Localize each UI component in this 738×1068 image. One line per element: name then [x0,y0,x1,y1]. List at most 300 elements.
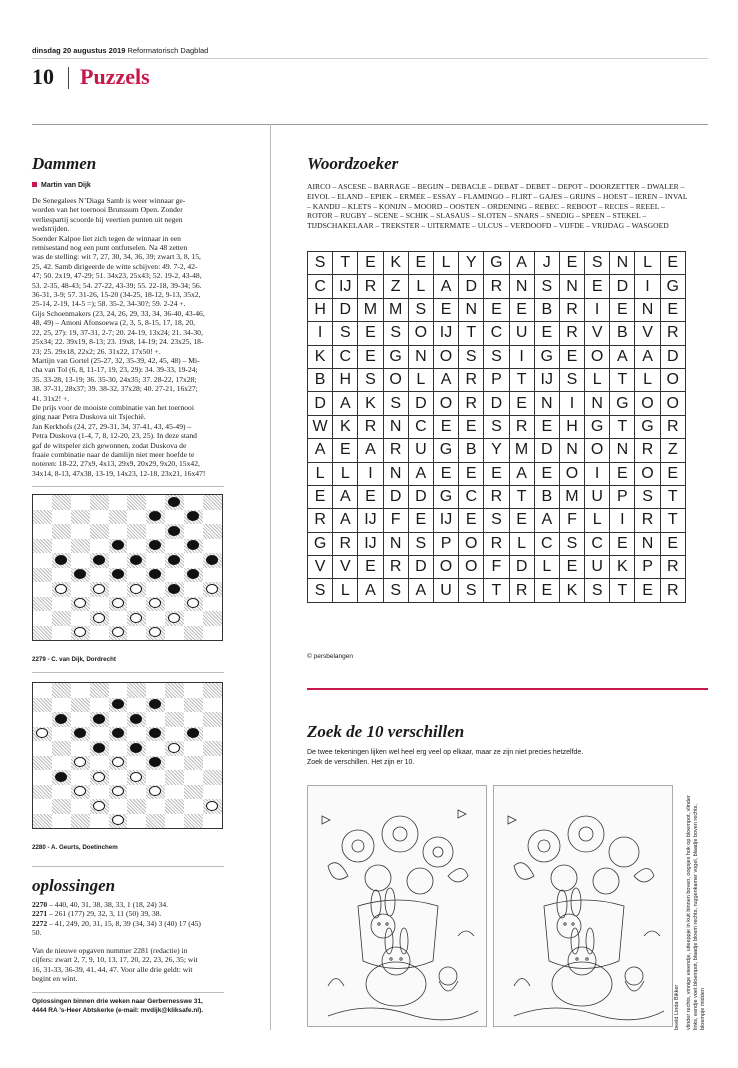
grid-cell[interactable]: R [509,415,534,438]
grid-cell[interactable]: R [484,532,509,555]
grid-cell[interactable]: E [509,392,534,415]
grid-cell[interactable]: E [459,462,484,485]
grid-cell[interactable]: E [559,252,584,275]
grid-cell[interactable]: G [534,345,559,368]
oplossingen-title: oplossingen [32,876,116,895]
grid-cell[interactable]: R [358,415,383,438]
white-piece [206,801,218,811]
grid-cell[interactable]: U [509,322,534,345]
black-piece [187,728,199,738]
grid-cell[interactable]: N [610,252,635,275]
grid-cell[interactable]: K [358,392,383,415]
drawing-right[interactable] [493,785,673,1027]
grid-cell[interactable]: A [534,509,559,532]
board-square [109,741,128,756]
board-square [127,770,146,785]
grid-cell[interactable]: D [333,298,358,321]
grid-cell[interactable]: A [333,509,358,532]
board-square [71,582,90,597]
grid-cell[interactable]: T [610,415,635,438]
board-square [146,756,165,771]
grid-cell[interactable]: V [308,556,333,579]
grid-cell[interactable]: H [559,415,584,438]
grid-cell[interactable]: U [433,579,458,602]
page-date: dinsdag 20 augustus 2019 Reformatorisch Dagblad [32,46,209,55]
grid-cell[interactable]: R [559,298,584,321]
grid-cell[interactable]: T [459,322,484,345]
grid-cell[interactable]: O [433,392,458,415]
grid-cell[interactable]: F [559,509,584,532]
grid-cell[interactable]: D [484,392,509,415]
grid-cell[interactable]: G [383,345,408,368]
grid-cell[interactable]: S [635,485,660,508]
grid-cell[interactable]: C [484,322,509,345]
grid-cell[interactable]: L [585,368,610,391]
grid-cell[interactable]: D [610,275,635,298]
grid-cell[interactable]: R [660,322,685,345]
grid-cell[interactable]: O [585,345,610,368]
grid-cell[interactable]: O [383,368,408,391]
grid-cell[interactable]: B [308,368,333,391]
board-square [146,597,165,612]
grid-cell[interactable]: E [559,556,584,579]
grid-cell[interactable]: T [509,368,534,391]
grid-cell[interactable]: T [509,485,534,508]
grid-cell[interactable]: R [383,556,408,579]
grid-cell[interactable]: I [585,462,610,485]
grid-cell[interactable]: P [433,532,458,555]
grid-cell[interactable]: R [660,415,685,438]
grid-cell[interactable]: P [635,556,660,579]
grid-cell[interactable]: L [333,462,358,485]
grid-cell[interactable]: M [358,298,383,321]
grid-cell[interactable]: L [408,368,433,391]
grid-cell[interactable]: E [308,485,333,508]
grid-cell[interactable]: V [635,322,660,345]
grid-cell[interactable]: E [559,345,584,368]
grid-cell[interactable]: G [610,392,635,415]
grid-cell[interactable]: E [534,322,559,345]
grid-cell[interactable]: E [333,439,358,462]
grid-cell[interactable]: O [433,345,458,368]
grid-cell[interactable]: P [484,368,509,391]
grid-cell[interactable]: E [408,252,433,275]
grid-cell[interactable]: E [408,509,433,532]
body-line: De Senegalees N’Diaga Samb is weer winnaar ge- [32,196,186,205]
grid-cell[interactable]: R [308,509,333,532]
board-square [203,495,222,510]
grid-cell[interactable]: S [383,322,408,345]
grid-cell[interactable]: D [534,439,559,462]
grid-cell[interactable]: T [660,485,685,508]
grid-cell[interactable]: S [559,532,584,555]
board-square [203,770,222,785]
grid-cell[interactable]: A [358,439,383,462]
grid-cell[interactable]: E [660,252,685,275]
grid-cell[interactable]: V [333,556,358,579]
grid-cell[interactable]: S [559,368,584,391]
grid-cell[interactable]: I [610,509,635,532]
grid-cell[interactable]: B [534,298,559,321]
grid-cell[interactable]: IJ [358,509,383,532]
board-square [165,727,184,742]
grid-cell[interactable]: S [459,579,484,602]
grid-cell[interactable]: O [559,462,584,485]
board-square [184,568,203,583]
grid-cell[interactable]: A [635,345,660,368]
board-square [71,712,90,727]
grid-cell[interactable]: G [433,485,458,508]
grid-cell[interactable]: E [610,298,635,321]
grid-cell[interactable]: D [660,345,685,368]
grid-cell[interactable]: Y [459,252,484,275]
grid-cell[interactable]: N [610,439,635,462]
grid-cell[interactable]: S [358,368,383,391]
grid-cell[interactable]: S [308,252,333,275]
grid-cell[interactable]: IJ [333,275,358,298]
white-piece [93,801,105,811]
board-square [33,597,52,612]
grid-cell[interactable]: N [408,345,433,368]
grid-cell[interactable]: S [308,579,333,602]
board-square [33,510,52,525]
grid-cell[interactable]: E [459,509,484,532]
grid-cell[interactable]: S [484,345,509,368]
grid-cell[interactable]: K [610,556,635,579]
board-square [71,524,90,539]
grid-cell[interactable]: A [610,345,635,368]
board-square [146,611,165,626]
grid-row [308,485,686,508]
grid-cell[interactable]: H [333,368,358,391]
board-square [165,524,184,539]
grid-cell[interactable]: E [358,345,383,368]
grid-cell[interactable]: L [585,509,610,532]
grid-credit: © persbelangen [307,653,353,660]
board-square [109,814,128,829]
grid-cell[interactable]: R [660,579,685,602]
board-square [203,611,222,626]
grid-cell[interactable]: A [308,439,333,462]
grid-cell[interactable]: A [358,579,383,602]
body-line: cha van Tol (6, 8, 11-17, 19, 23, 29): 34. 39-33, 19-24; [32,365,198,375]
grid-cell[interactable]: E [484,462,509,485]
grid-cell[interactable]: E [358,485,383,508]
grid-cell[interactable]: B [610,322,635,345]
grid-cell[interactable]: S [484,415,509,438]
body-line: Jan Kerkhofs (24, 27, 29-31, 34, 37-41, 43, 45-49) – [32,421,192,431]
grid-cell[interactable]: W [308,415,333,438]
black-piece [112,540,124,550]
grid-cell[interactable]: E [433,462,458,485]
board-square [165,553,184,568]
grid-cell[interactable]: N [635,298,660,321]
grid-cell[interactable]: O [433,556,458,579]
grid-cell[interactable]: K [559,579,584,602]
grid-cell[interactable]: E [534,462,559,485]
grid-cell[interactable]: L [635,368,660,391]
grid-cell[interactable]: E [358,252,383,275]
grid-cell[interactable]: C [534,532,559,555]
grid-cell[interactable]: Z [383,275,408,298]
grid-cell[interactable]: G [308,532,333,555]
grid-cell[interactable]: I [308,322,333,345]
grid-cell[interactable]: N [383,462,408,485]
grid-cell[interactable]: P [610,485,635,508]
grid-cell[interactable]: A [408,579,433,602]
board-square [71,756,90,771]
grid-cell[interactable]: L [308,462,333,485]
grid-cell[interactable]: B [534,485,559,508]
grid-cell[interactable]: E [585,275,610,298]
grid-cell[interactable]: R [635,439,660,462]
grid-cell[interactable]: C [585,532,610,555]
grid-cell[interactable]: U [585,556,610,579]
grid-cell[interactable]: T [610,368,635,391]
grid-cell[interactable]: G [433,439,458,462]
grid-cell[interactable]: O [459,556,484,579]
grid-cell[interactable]: I [559,392,584,415]
grid-cell[interactable]: R [333,532,358,555]
grid-cell[interactable]: L [433,252,458,275]
rabbit-flowers-illustration-variant [494,786,672,1026]
board-square [184,510,203,525]
board-square [90,611,109,626]
grid-cell[interactable]: E [660,462,685,485]
oplossingen-list [32,900,262,938]
grid-cell[interactable]: O [635,462,660,485]
grid-cell[interactable]: R [358,275,383,298]
grid-cell[interactable]: C [333,345,358,368]
grid-cell[interactable]: D [459,275,484,298]
grid-cell[interactable]: E [610,462,635,485]
grid-cell[interactable]: A [509,252,534,275]
grid-cell[interactable]: O [585,439,610,462]
grid-cell[interactable]: U [585,485,610,508]
grid-cell[interactable]: S [585,579,610,602]
grid-cell[interactable]: L [333,579,358,602]
grid-cell[interactable]: T [610,579,635,602]
grid-cell[interactable]: O [660,392,685,415]
grid-cell[interactable]: S [585,252,610,275]
grid-cell[interactable]: D [308,392,333,415]
grid-cell[interactable]: A [433,275,458,298]
board-square [184,814,203,829]
grid-cell[interactable]: N [635,532,660,555]
body-line: Martijn van Gortel (25-27, 32, 35-39, 42, 45, 48) – Mi- [32,355,200,365]
grid-cell[interactable]: N [585,392,610,415]
grid-cell[interactable]: E [509,298,534,321]
grid-cell[interactable]: G [484,252,509,275]
board-square [127,785,146,800]
grid-cell[interactable]: I [635,275,660,298]
board-square [33,756,52,771]
grid-cell[interactable]: R [383,439,408,462]
grid-cell[interactable]: T [484,579,509,602]
section-separator [307,688,708,690]
illustration-credit: beeld Linda Bikker [674,984,680,1030]
grid-cell[interactable]: K [308,345,333,368]
grid-cell[interactable]: I [358,462,383,485]
grid-cell[interactable]: M [559,485,584,508]
grid-cell[interactable]: D [408,556,433,579]
grid-cell[interactable]: N [383,532,408,555]
board-square [184,712,203,727]
grid-cell[interactable]: N [534,392,559,415]
grid-cell[interactable]: O [408,322,433,345]
grid-cell[interactable]: IJ [433,322,458,345]
grid-cell[interactable]: E [509,509,534,532]
grid-cell[interactable]: T [660,509,685,532]
grid-cell[interactable]: R [559,322,584,345]
board-square [146,814,165,829]
grid-cell[interactable]: E [610,532,635,555]
grid-cell[interactable]: S [383,579,408,602]
grid-cell[interactable]: N [509,275,534,298]
grid-cell[interactable]: S [484,509,509,532]
grid-cell[interactable]: L [534,556,559,579]
grid-cell[interactable]: IJ [433,509,458,532]
grid-cell[interactable]: B [459,439,484,462]
grid-cell[interactable]: F [383,509,408,532]
diagram-caption-2280: 2280 - A. Geurts, Doetinchem [32,844,118,851]
grid-cell[interactable]: S [333,322,358,345]
grid-cell[interactable]: E [358,556,383,579]
grid-cell[interactable]: N [559,439,584,462]
board-square [90,568,109,583]
grid-cell[interactable]: G [660,275,685,298]
grid-cell[interactable]: J [534,252,559,275]
grid-row [308,556,686,579]
grid-cell[interactable]: L [635,252,660,275]
board-square [52,495,71,510]
grid-cell[interactable]: C [408,415,433,438]
white-piece [112,815,124,825]
black-piece [55,555,67,565]
grid-cell[interactable]: V [585,322,610,345]
grid-cell[interactable]: E [660,298,685,321]
grid-cell[interactable]: A [433,368,458,391]
grid-cell[interactable]: C [459,485,484,508]
solution-line: 2270 – 440, 40, 31, 38, 38, 33, 1 (18, 24) 34. [32,900,169,909]
grid-cell[interactable]: E [358,322,383,345]
grid-cell[interactable]: IJ [358,532,383,555]
grid-cell[interactable]: R [459,368,484,391]
differences-solution: vlinder rechts, vinnige eieendje, uiteeppje in kuit binnen boven, oogsjes hok op bloempot, vlinder links, eendje voet bloempot, blaadje bloem rechts, ruggenkamer vogel, blaadje boven rechts, bloempje midden [686,795,706,1030]
board-square [33,799,52,814]
black-piece [168,584,180,594]
grid-cell[interactable]: S [459,345,484,368]
grid-cell[interactable]: A [333,392,358,415]
white-piece [168,743,180,753]
grid-cell[interactable]: O [660,368,685,391]
grid-cell[interactable]: D [509,556,534,579]
grid-cell[interactable]: L [509,532,534,555]
grid-cell[interactable]: E [433,415,458,438]
grid-cell[interactable]: R [635,509,660,532]
grid-row [308,462,686,485]
grid-cell[interactable]: E [534,579,559,602]
grid-cell[interactable]: N [383,415,408,438]
grid-cell[interactable]: H [308,298,333,321]
grid-cell[interactable]: E [484,298,509,321]
grid-cell[interactable]: A [408,462,433,485]
grid-cell[interactable]: A [333,485,358,508]
board-square [52,698,71,713]
grid-cell[interactable]: G [585,415,610,438]
grid-cell[interactable]: Z [660,439,685,462]
grid-cell[interactable]: E [660,532,685,555]
grid-cell[interactable]: K [383,252,408,275]
grid-cell[interactable]: A [509,462,534,485]
board-square [127,611,146,626]
diagram-rule-1 [32,486,224,487]
grid-cell[interactable]: E [534,415,559,438]
grid-cell[interactable]: E [433,298,458,321]
grid-cell[interactable]: R [660,556,685,579]
grid-cell[interactable]: S [408,298,433,321]
grid-cell[interactable]: O [459,532,484,555]
board-square [165,683,184,698]
white-piece [74,627,86,637]
grid-cell[interactable]: L [408,275,433,298]
drawing-left[interactable] [307,785,487,1027]
grid-cell[interactable]: C [308,275,333,298]
board-square [52,727,71,742]
grid-cell[interactable]: R [484,485,509,508]
grid-cell[interactable]: M [509,439,534,462]
grid-cell[interactable]: R [509,579,534,602]
grid-cell[interactable]: N [459,298,484,321]
grid-cell[interactable]: R [484,275,509,298]
board-square [109,799,128,814]
grid-cell[interactable]: I [509,345,534,368]
board-square [203,568,222,583]
board-square [90,799,109,814]
grid-cell[interactable]: T [333,252,358,275]
board-square [165,741,184,756]
grid-cell[interactable]: S [534,275,559,298]
white-piece [149,786,161,796]
black-piece [168,555,180,565]
grid-cell[interactable]: D [408,485,433,508]
white-piece [168,613,180,623]
grid-cell[interactable]: N [559,275,584,298]
grid-cell[interactable]: S [383,392,408,415]
grid-cell[interactable]: K [333,415,358,438]
black-piece [130,714,142,724]
board-square [52,683,71,698]
grid-cell[interactable]: IJ [534,368,559,391]
grid-cell[interactable]: D [383,485,408,508]
grid-row [308,509,686,532]
grid-cell[interactable]: U [408,439,433,462]
grid-cell[interactable]: D [408,392,433,415]
grid-cell[interactable]: E [459,415,484,438]
board-square [52,582,71,597]
black-piece [130,555,142,565]
grid-cell[interactable]: R [459,392,484,415]
grid-cell[interactable]: E [635,579,660,602]
grid-cell[interactable]: Y [484,439,509,462]
grid-cell[interactable]: S [408,532,433,555]
grid-cell[interactable]: F [484,556,509,579]
grid-cell[interactable]: G [635,415,660,438]
grid-cell[interactable]: M [383,298,408,321]
grid-cell[interactable]: I [585,298,610,321]
board-square [52,568,71,583]
grid-cell[interactable]: O [635,392,660,415]
